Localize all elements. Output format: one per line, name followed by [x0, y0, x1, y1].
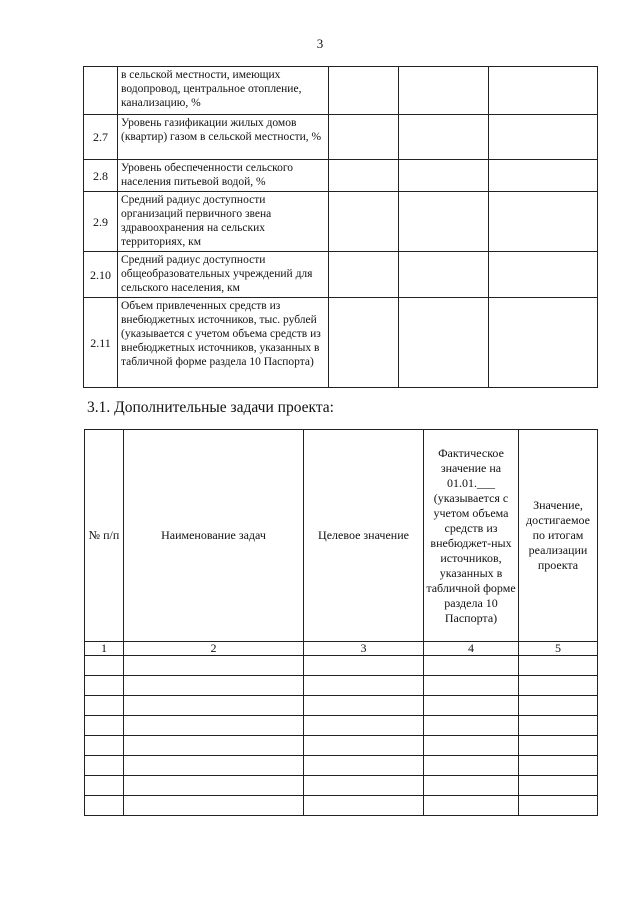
empty-cell — [85, 736, 124, 756]
empty-cell — [304, 716, 424, 736]
empty-cell — [124, 656, 304, 676]
value-cell — [399, 192, 489, 252]
empty-cell — [124, 716, 304, 736]
value-cell — [329, 298, 399, 388]
table-row — [84, 67, 598, 115]
value-cell — [489, 192, 598, 252]
column-number: 3 — [304, 642, 424, 656]
column-number: 4 — [424, 642, 519, 656]
column-number: 2 — [124, 642, 304, 656]
empty-cell — [85, 776, 124, 796]
value-cell — [489, 160, 598, 192]
indicator-name: Объем привлеченных средств из внебюджетных источников, тыс. рублей (указывается с учетом объема средств из внебюджетных источников, указанных в табличной форме раздела 10 Паспорта) — [118, 298, 329, 388]
empty-cell — [124, 776, 304, 796]
empty-cell — [519, 696, 598, 716]
tasks-table — [84, 429, 598, 816]
empty-cell — [304, 756, 424, 776]
empty-cell — [85, 676, 124, 696]
header-target-value: Целевое значение — [304, 430, 424, 642]
empty-cell — [124, 696, 304, 716]
empty-cell — [124, 796, 304, 816]
header-row — [85, 430, 598, 642]
table-row — [85, 736, 598, 756]
empty-cell — [424, 796, 519, 816]
column-number-row — [85, 642, 598, 656]
empty-cell — [519, 676, 598, 696]
empty-cell — [304, 796, 424, 816]
indicator-name: в сельской местности, имеющих водопровод, центральное отопление, канализацию, % — [118, 67, 329, 115]
table-row — [84, 252, 598, 298]
row-number — [84, 67, 118, 115]
empty-cell — [519, 716, 598, 736]
indicator-name: Средний радиус доступности общеобразовательных учреждений для сельского населения, км — [118, 252, 329, 298]
row-number: 2.9 — [84, 192, 118, 252]
empty-cell — [85, 796, 124, 816]
empty-cell — [124, 736, 304, 756]
value-cell — [399, 298, 489, 388]
value-cell — [329, 160, 399, 192]
table-row — [85, 696, 598, 716]
header-achieved-value: Значение, достигаемое по итогам реализации проекта — [519, 430, 598, 642]
indicator-table — [83, 66, 598, 388]
empty-cell — [85, 716, 124, 736]
empty-cell — [519, 776, 598, 796]
empty-cell — [424, 656, 519, 676]
empty-cell — [424, 676, 519, 696]
row-number: 2.8 — [84, 160, 118, 192]
indicator-name: Средний радиус доступности организаций первичного звена здравоохранения на сельских территориях, км — [118, 192, 329, 252]
empty-cell — [519, 756, 598, 776]
empty-cell — [519, 796, 598, 816]
empty-cell — [424, 696, 519, 716]
value-cell — [489, 252, 598, 298]
table-row — [84, 115, 598, 160]
table-row — [84, 160, 598, 192]
table-row — [85, 656, 598, 676]
empty-cell — [124, 676, 304, 696]
indicator-name: Уровень газификации жилых домов (квартир) газом в сельской местности, % — [118, 115, 329, 160]
value-cell — [399, 115, 489, 160]
empty-cell — [519, 656, 598, 676]
empty-cell — [304, 656, 424, 676]
value-cell — [329, 115, 399, 160]
row-number: 2.7 — [84, 115, 118, 160]
header-task-name: Наименование задач — [124, 430, 304, 642]
value-cell — [489, 298, 598, 388]
value-cell — [329, 252, 399, 298]
value-cell — [329, 192, 399, 252]
empty-cell — [424, 776, 519, 796]
empty-cell — [519, 736, 598, 756]
value-cell — [399, 252, 489, 298]
empty-cell — [85, 696, 124, 716]
value-cell — [489, 115, 598, 160]
column-number: 5 — [519, 642, 598, 656]
table-row — [84, 298, 598, 388]
section-heading: 3.1. Дополнительные задачи проекта: — [87, 399, 334, 416]
empty-cell — [304, 696, 424, 716]
table-row — [84, 192, 598, 252]
table-row — [85, 796, 598, 816]
empty-cell — [304, 736, 424, 756]
empty-cell — [304, 776, 424, 796]
value-cell — [399, 67, 489, 115]
empty-cell — [85, 656, 124, 676]
indicator-name: Уровень обеспеченности сельского населения питьевой водой, % — [118, 160, 329, 192]
value-cell — [329, 67, 399, 115]
table-row — [85, 676, 598, 696]
empty-cell — [85, 756, 124, 776]
empty-cell — [424, 756, 519, 776]
page-number: 3 — [316, 36, 324, 51]
column-number: 1 — [85, 642, 124, 656]
header-actual-value: Фактическое значение на 01.01.___ (указывается с учетом объема средств из внебюджет-ных источников, указанных в табличной форме раздела 10 Паспорта) — [424, 430, 519, 642]
empty-cell — [304, 676, 424, 696]
table-row — [85, 776, 598, 796]
row-number: 2.11 — [84, 298, 118, 388]
empty-cell — [424, 736, 519, 756]
empty-cell — [124, 756, 304, 776]
value-cell — [489, 67, 598, 115]
table-row — [85, 756, 598, 776]
value-cell — [399, 160, 489, 192]
table-row — [85, 716, 598, 736]
header-number: № п/п — [85, 430, 124, 642]
row-number: 2.10 — [84, 252, 118, 298]
empty-cell — [424, 716, 519, 736]
